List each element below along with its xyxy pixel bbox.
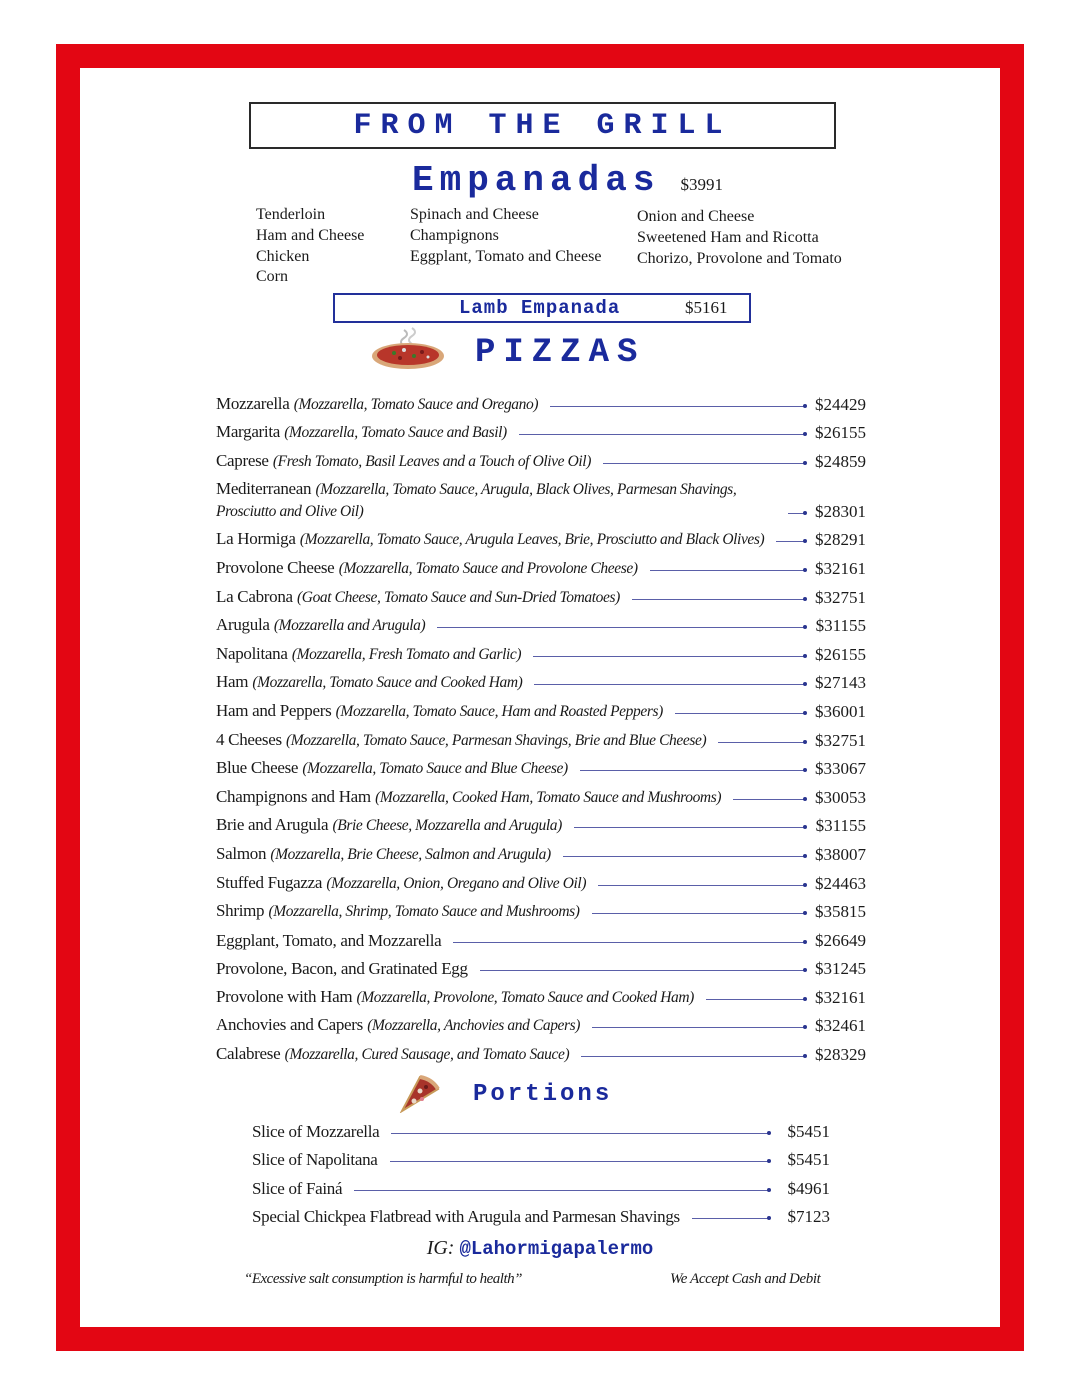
pizza-description: (Mozzarella, Onion, Oregano and Olive Oil) [326, 874, 587, 892]
dot-leader [390, 1161, 768, 1162]
dot-leader [574, 827, 804, 828]
pizza-price: $26155 [815, 644, 866, 664]
pizza-price: $32161 [815, 558, 866, 578]
empanada-flavor: Chorizo, Provolone and Tomato [637, 249, 842, 267]
dot-leader [592, 1027, 804, 1028]
empanada-flavors-column-2 [410, 205, 601, 267]
pizza-item [216, 751, 866, 780]
pizzas-title: PIZZAS [475, 334, 646, 372]
pizza-name: Salmon [216, 843, 267, 863]
pizza-description: (Mozzarella, Tomato Sauce and Basil) [284, 424, 507, 442]
pizza-item [216, 808, 866, 837]
pizza-price: $35815 [815, 902, 866, 922]
pizza-slice-icon [398, 1073, 442, 1113]
empanada-flavors-column-3 [637, 207, 842, 269]
dot-leader [603, 463, 804, 464]
pizza-price: $32461 [815, 1016, 866, 1036]
pizza-description: (Mozzarella, Cooked Ham, Tomato Sauce and Mushrooms) [375, 788, 722, 806]
empanada-flavor: Tenderloin [256, 206, 326, 223]
empanadas-title: Empanadas [412, 160, 661, 201]
portion-price: $7123 [787, 1207, 830, 1227]
pizza-description: (Mozzarella, Tomato Sauce and Oregano) [293, 395, 539, 413]
pizza-description: (Mozzarella, Tomato Sauce, Arugula Leaves, Brie, Prosciutto and Black Olives) [299, 531, 765, 549]
empanada-flavor: Spinach and Cheese [410, 206, 539, 223]
empanada-flavor: Eggplant, Tomato and Cheese [410, 247, 602, 265]
pizza-item [216, 443, 866, 472]
section-header-title: FROM THE GRILL [353, 108, 732, 143]
pizza-description: (Mozzarella and Arugula) [273, 617, 426, 635]
portion-item [252, 1170, 830, 1199]
pizza-description: (Mozzarella, Brie Cheese, Salmon and Arugula) [270, 845, 551, 863]
section-header-box [249, 102, 836, 149]
pizza-name: Napolitana [216, 643, 288, 663]
payment-notice: We Accept Cash and Debit [670, 1271, 821, 1287]
pizza-item [216, 415, 866, 444]
pizza-description: (Mozzarella, Tomato Sauce, Parmesan Shavings, Brie and Blue Cheese) [286, 731, 707, 749]
pizza-price: $24463 [815, 873, 866, 893]
portion-name: Special Chickpea Flatbread with Arugula and Parmesan Shavings [252, 1207, 680, 1227]
pizza-price: $28329 [815, 1045, 866, 1065]
pizza-description: (Mozzarella, Tomato Sauce and Cooked Ham) [252, 674, 523, 692]
dot-leader [581, 1056, 804, 1057]
pizza-name: Champignons and Ham [216, 786, 371, 806]
pizza-name: Mediterranean [216, 478, 312, 498]
portion-name: Slice of Fainá [252, 1178, 343, 1198]
pizza-name: Shrimp [216, 901, 265, 921]
dot-leader [391, 1133, 768, 1134]
dot-leader [563, 856, 804, 857]
pizza-name: 4 Cheeses [216, 729, 282, 749]
dot-leader [580, 770, 804, 771]
dot-leader [592, 913, 804, 914]
portions-menu-list [252, 1113, 830, 1227]
pizza-price: $38007 [815, 844, 866, 864]
pizza-price: $32161 [815, 987, 866, 1007]
dot-leader [598, 885, 804, 886]
pizza-description: (Mozzarella, Tomato Sauce, Ham and Roasted Peppers) [335, 702, 663, 720]
pizza-name: Eggplant, Tomato, and Mozzarella [216, 930, 442, 950]
dot-leader [453, 942, 804, 943]
pizza-price: $32751 [815, 587, 866, 607]
pizza-name: Blue Cheese [216, 758, 299, 778]
portion-price: $5451 [787, 1150, 830, 1170]
dot-leader [437, 627, 804, 628]
dot-leader [718, 742, 804, 743]
dot-leader [692, 1218, 768, 1219]
pizza-price: $36001 [815, 701, 866, 721]
health-notice: “Excessive salt consumption is harmful to health” [244, 1271, 522, 1287]
pizza-name: Stuffed Fugazza [216, 872, 323, 892]
empanada-flavor: Ham and Cheese [256, 226, 365, 244]
pizza-item [216, 779, 866, 808]
pizza-item [216, 522, 866, 551]
empanada-flavors-column-1 [256, 205, 364, 288]
portion-item [252, 1113, 830, 1142]
empanada-flavor: Onion and Cheese [637, 208, 755, 225]
portion-item [252, 1142, 830, 1171]
dot-leader [650, 570, 804, 571]
dot-leader [706, 999, 804, 1000]
lamb-empanada-box [333, 293, 751, 323]
pizza-description: (Mozzarella, Provolone, Tomato Sauce and Cooked Ham) [356, 988, 694, 1006]
portion-name: Slice of Napolitana [252, 1150, 378, 1170]
pizza-description: (Mozzarella, Cured Sausage, and Tomato Sauce) [284, 1046, 570, 1064]
portion-price: $4961 [787, 1178, 830, 1198]
pizza-item [216, 608, 866, 637]
pizza-item [216, 722, 866, 751]
dot-leader [788, 513, 804, 514]
pizza-description: (Mozzarella, Shrimp, Tomato Sauce and Mushrooms) [268, 903, 580, 921]
dot-leader [480, 970, 804, 971]
pizza-item [216, 836, 866, 865]
pizza-price: $31155 [815, 816, 866, 836]
pizza-pie-icon [370, 326, 448, 372]
portion-price: $5451 [787, 1121, 830, 1141]
pizza-name: Calabrese [216, 1044, 281, 1064]
dot-leader [733, 799, 804, 800]
empanada-flavor: Champignons [410, 226, 499, 244]
pizza-description: (Mozzarella, Tomato Sauce, Arugula, Black Olives, Parmesan Shavings, Prosciutto and Olive Oil) [216, 480, 737, 520]
pizza-price: $32751 [815, 730, 866, 750]
pizza-item [216, 665, 866, 694]
dot-leader [354, 1190, 768, 1191]
instagram-label: IG: [426, 1237, 455, 1259]
pizza-item [216, 1036, 866, 1065]
empanada-flavor: Corn [256, 268, 288, 286]
pizza-name: La Cabrona [216, 586, 293, 606]
pizza-item [216, 951, 866, 980]
pizza-description: (Mozzarella, Tomato Sauce and Blue Cheese) [302, 760, 568, 778]
pizza-price: $28301 [815, 501, 866, 521]
pizza-item [216, 979, 866, 1008]
pizza-price: $27143 [815, 673, 866, 693]
pizza-name: Provolone Cheese [216, 557, 335, 577]
pizza-name: La Hormiga [216, 529, 296, 549]
pizza-price: $31245 [815, 959, 866, 979]
dot-leader [675, 713, 804, 714]
pizza-price: $28291 [815, 530, 866, 550]
pizza-menu-list [216, 386, 866, 1065]
instagram-handle[interactable]: @Lahormigapalermo [459, 1238, 654, 1260]
pizza-name: Brie and Arugula [216, 815, 329, 835]
pizza-name: Provolone, Bacon, and Gratinated Egg [216, 959, 468, 979]
empanadas-price: $3991 [680, 175, 723, 194]
portions-title: Portions [473, 1081, 613, 1108]
portion-name: Slice of Mozzarella [252, 1121, 380, 1141]
pizza-price: $30053 [815, 787, 866, 807]
lamb-empanada-label: Lamb Empanada [459, 297, 621, 319]
pizza-item [216, 693, 866, 722]
pizza-description: (Fresh Tomato, Basil Leaves and a Touch of Olive Oil) [272, 452, 591, 470]
pizza-name: Ham and Peppers [216, 700, 332, 720]
pizza-item [216, 636, 866, 665]
pizza-name: Mozzarella [216, 393, 290, 413]
pizza-item [216, 386, 866, 415]
pizza-item [216, 550, 866, 579]
dot-leader [550, 406, 804, 407]
dot-leader [534, 684, 804, 685]
pizza-name: Ham [216, 672, 249, 692]
pizza-description: (Mozzarella, Anchovies and Capers) [367, 1017, 581, 1035]
dot-leader [533, 656, 804, 657]
pizza-item [216, 922, 866, 951]
pizza-item [216, 1008, 866, 1037]
pizza-description: (Mozzarella, Fresh Tomato and Garlic) [291, 645, 522, 663]
pizza-description: (Mozzarella, Tomato Sauce and Provolone Cheese) [338, 559, 638, 577]
pizza-name: Margarita [216, 422, 281, 442]
pizza-name: Provolone with Ham [216, 986, 353, 1006]
pizza-item [216, 472, 866, 522]
instagram-line [0, 1237, 1080, 1260]
pizza-description: (Brie Cheese, Mozzarella and Arugula) [332, 817, 562, 835]
pizza-name: Arugula [216, 615, 270, 635]
pizza-price: $26649 [815, 930, 866, 950]
pizza-item [216, 894, 866, 923]
pizza-description: (Goat Cheese, Tomato Sauce and Sun-Dried Tomatoes) [297, 588, 620, 606]
pizza-price: $31155 [815, 616, 866, 636]
empanada-flavor: Sweetened Ham and Ricotta [637, 228, 819, 246]
empanadas-heading [412, 160, 723, 201]
dot-leader [632, 599, 804, 600]
pizza-name: Anchovies and Capers [216, 1015, 363, 1035]
pizza-name: Caprese [216, 450, 269, 470]
pizza-price: $24859 [815, 451, 866, 471]
pizza-price: $24429 [815, 394, 866, 414]
pizza-item [216, 865, 866, 894]
portion-item [252, 1199, 830, 1228]
pizza-price: $33067 [815, 759, 866, 779]
dot-leader [519, 434, 804, 435]
lamb-empanada-price: $5161 [685, 298, 728, 317]
pizza-item [216, 579, 866, 608]
empanada-flavor: Chicken [256, 247, 310, 265]
pizza-price: $26155 [815, 423, 866, 443]
dot-leader [776, 541, 804, 542]
